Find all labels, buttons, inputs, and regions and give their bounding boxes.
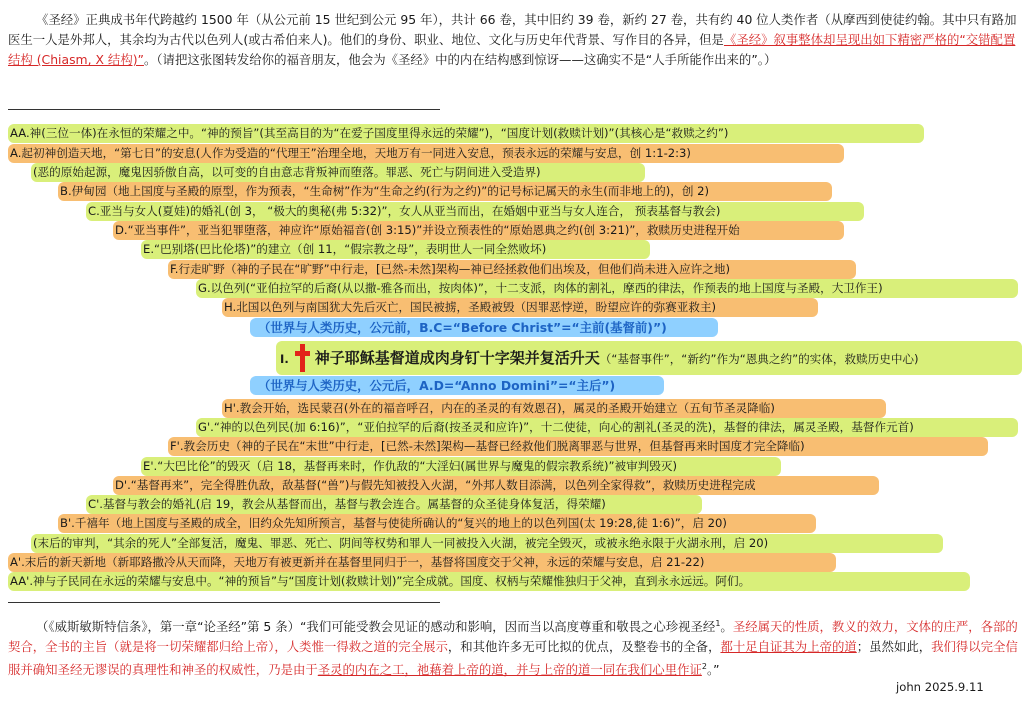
- signature: john 2025.9.11: [896, 680, 984, 694]
- intro-paragraph: [8, 10, 1018, 70]
- chiasm-row-F: F.行走旷野（神的子民在“旷野”中行走，[已然-未然]架构—神已经拯救他们出埃及，但他们尚未进入应许之地): [168, 260, 856, 279]
- chiasm-row-AA: AA.神(三位一体)在永恒的荣耀之中。“神的预旨”(其至高目的为“在爱子国度里得永远的荣耀”)，“国度计划(救赎计划)”(其核心是“救赎之约”): [8, 124, 924, 143]
- center-roman: I.: [280, 352, 289, 366]
- chiasm-row-H: H.北国以色列与南国犹大先后灭亡，国民被掳，圣殿被毁（因罪恶悖逆，盼望应许的弥赛亚救主): [222, 298, 818, 317]
- chiasm-row-E-prime: E'.“大巴比伦”的毁灭（启 18，基督再来时，作仇敌的“大淫妇(属世界与魔鬼的假宗教系统)”被审判毁灭): [141, 457, 781, 476]
- quote-red-3: 我们得以完全信服并确知圣经无谬误的真理性和神圣的权威性，乃是由于: [8, 639, 1018, 678]
- quote-red-1: 圣经属天的性质，教义的效力，文体的庄严，各部的契合，全书的主旨（就是将一切荣耀都归给上帝），人类惟一得救之道的完全展示: [8, 619, 1018, 655]
- divider-top: [8, 109, 440, 110]
- center-title: 神子耶稣基督道成肉身钉十字架并复活升天: [314, 349, 600, 367]
- chiasm-row-fall-of-devil: (恶的原始起源，魔鬼因骄傲自高，以可变的自由意志背叛神而堕落。罪恶、死亡与阴间进入受造界): [31, 163, 645, 182]
- footnote-1: 1: [715, 619, 721, 628]
- quote-text-2: 。: [720, 619, 733, 635]
- red-cross-icon: [295, 344, 309, 372]
- intro-text-end: 。（请把这张图转发给你的福音朋友，他会为《圣经》中的内在结构感到惊讶——这确实不是“人手所能作出来的”。）: [143, 52, 777, 67]
- chiasm-row-C-prime: C'.基督与教会的婚礼(启 19，教会从基督而出，基督与教会连合。属基督的众圣徒身体复活，得荣耀): [86, 495, 702, 514]
- footnote-2: 2: [701, 662, 707, 672]
- chiasm-row-C: C.亚当与女人(夏娃)的婚礼(创 3， “极大的奥秘(弗 5:32)”，女人从亚当而出，在婚姻中亚当与女人连合， 预表基督与教会): [86, 202, 864, 221]
- chiasm-row-final-judgment: (末后的审判，“其余的死人”全部复活，魔鬼、罪恶、死亡、阴间等权势和罪人一同被投入火湖，被完全毁灭，或被永绝永限于火湖永刑，启 20): [31, 534, 943, 553]
- chiasm-row-D-prime: D'.“基督再来”，完全得胜仇敌，敌基督(“兽”)与假先知被投入火湖，“外邦人数目添满，以色列全家得救”，救赎历史进程完成: [113, 476, 879, 495]
- chiasm-row-F-prime: F'.教会历史（神的子民在“末世”中行走，[已然-未然]架构—基督已经救他们脱离罪恶与世界，但基督再来时国度才完全降临): [168, 437, 988, 456]
- chiasm-row-B-prime: B'.千禧年（地上国度与圣殿的成全，旧约众先知所预言，基督与使徒所确认的“复兴的地上的以色列国(太 19:28,徒 1:6)”，启 20): [58, 514, 816, 533]
- confession-quote: [8, 614, 1018, 680]
- chiasm-row-G: G.以色列(“亚伯拉罕的后裔(从以撒-雅各而出，按肉体)”，十二支派，肉体的割礼，摩西的律法，作预表的地上国度与圣殿，大卫作王): [196, 279, 1018, 298]
- chiasm-row-H-prime: H'.教会开始，选民蒙召(外在的福音呼召，内在的圣灵的有效恩召)，属灵的圣殿开始建立（五旬节圣灵降临): [222, 399, 886, 418]
- quote-text-1: （《威斯敏斯特信条》，第一章“论圣经”第 5 条）“我们可能受教会见证的感动和影响，因而当以高度尊重和敬畏之心珍视圣经: [36, 619, 716, 635]
- chiasm-row-A-prime: A'.末后的新天新地（新耶路撒冷从天而降，天地万有被更新并在基督里同归于一，基督将国度交于父神，永远的荣耀与安息，启 21-22): [8, 553, 836, 572]
- chiasm-row-AA-prime: AA'.神与子民同在永远的荣耀与安息中。“神的预旨”与“国度计划(救赎计划)”完全成就。国度、权柄与荣耀惟独归于父神，直到永永远远。阿们。: [8, 572, 970, 591]
- quote-red-4: 圣灵的内在之工，祂藉着上帝的道，并与上帝的道一同在我们心里作证: [317, 662, 702, 678]
- quote-text-4: ；虽然如此，: [856, 639, 932, 655]
- center-note: （“基督事件”，“新约”作为“恩典之约”的实体，救赎历史中心): [599, 352, 919, 366]
- bc-label: （世界与人类历史，公元前，B.C=“Before Christ”=“主前(基督前)”): [250, 318, 718, 337]
- quote-red-2: 都十足自证其为上帝的道: [720, 639, 857, 655]
- center-christ-event: [276, 341, 1022, 375]
- ad-label: （世界与人类历史，公元后，A.D=“Anno Domini”=“主后”): [250, 376, 664, 395]
- intro-text: 《圣经》正典成书年代跨越约 1500 年（从公元前 15 世纪到公元 95 年），共计 66 卷，其中旧约 39 卷，新约 27 卷，共有约 40 位人类作者（从摩西到使徒约翰。其中只有路加医生一人是外邦人，其余均为古代以色列人(或古希伯来人)。他们的身份、职业、地位、文化与历史年代背景、写作目的各异，但是: [8, 12, 1017, 47]
- chiasm-row-D: D.“亚当事件”，亚当犯罪堕落，神应许“原始福音(创 3:15)”并设立预表性的“原始恩典之约(创 3:21)”，救赎历史进程开始: [113, 221, 844, 240]
- divider-bottom: [8, 602, 440, 603]
- intro-highlight: 《圣经》叙事整体却呈现出如下精密严格的“交错配置结构 (Chiasm, X 结构)”: [8, 32, 1016, 67]
- quote-text-3: ，和其他许多无可比拟的优点，及整卷书的全备，: [447, 639, 721, 655]
- chiasm-row-G-prime: G'.“神的以色列民(加 6:16)”，“亚伯拉罕的后裔(按圣灵和应许)”，十二使徒，向心的割礼(圣灵的洗)，基督的律法，属灵圣殿，基督作元首): [196, 418, 1018, 437]
- chiasm-row-A: A.起初神创造天地，“第七日”的安息(人作为受造的“代理王”治理全地，天地万有一同进入安息，预表永远的荣耀与安息，创 1:1-2:3): [8, 144, 844, 163]
- chiasm-row-E: E.“巴别塔(巴比伦塔)”的建立（创 11，“假宗教之母”，表明世人一同全然败坏): [141, 240, 650, 259]
- quote-text-5: 。”: [706, 662, 720, 678]
- chiasm-row-B: B.伊甸园（地上国度与圣殿的原型，作为预表，“生命树”作为“生命之约(行为之约)”的记号标记属天的永生(而非地上的)，创 2): [58, 182, 832, 201]
